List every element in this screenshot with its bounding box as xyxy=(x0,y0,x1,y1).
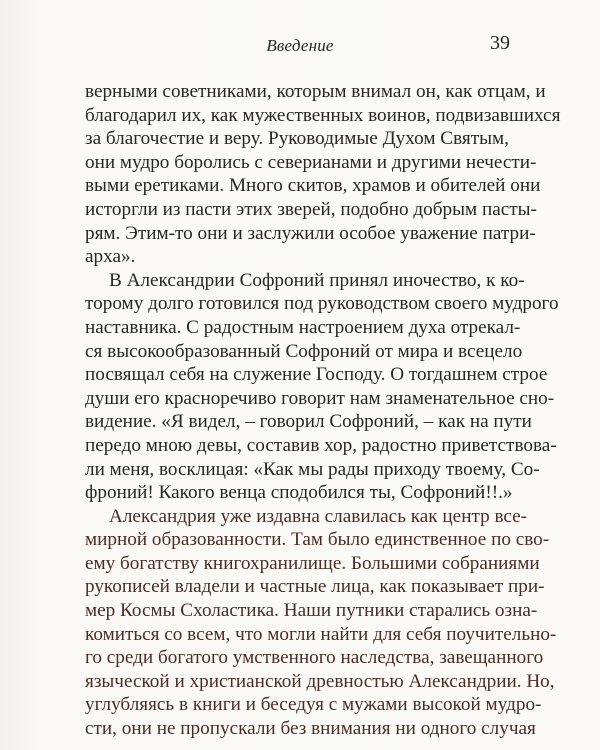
text-line: языческой и христианской древностью Александрии. Но, xyxy=(85,670,555,692)
text-line: верными советниками, которым внимал он, как отцам, и xyxy=(85,81,546,102)
running-header: Введение xyxy=(266,36,334,55)
text-line: за благочестие и веру. Руководимые Духом Святым, xyxy=(85,128,509,150)
body-text xyxy=(85,80,561,741)
text-line: наставника. С радостным настроением духа отрекал- xyxy=(85,316,521,338)
text-line: фроний! Какого венца сподобился ты, Софроний!!.» xyxy=(85,482,513,504)
paragraph-1 xyxy=(85,80,561,269)
text-line: исторгли из пасти этих зверей, подобно добрым пасты- xyxy=(85,198,537,220)
text-line: рям. Этим-то они и заслужили особое уважение патри- xyxy=(85,222,536,244)
paragraph-3 xyxy=(85,505,557,741)
text-line: они мудро боролись с северианами и другими нечести- xyxy=(85,151,537,173)
text-line: души его красноречиво говорит нам знаменательное сно- xyxy=(85,387,555,409)
text-line: торому долго готовился под руководством своего мудрого xyxy=(85,293,559,315)
text-line: арха». xyxy=(85,246,136,268)
text-line: ему богатству книгохранилище. Большими собраниями xyxy=(85,552,540,574)
text-line: передо мною девы, составив хор, радостно приветствова- xyxy=(85,434,557,456)
text-line: углубляясь в книги и беседуя с мужами высокой мудро- xyxy=(85,694,542,716)
text-line: В Александрии Софроний принял иночество, к ко- xyxy=(109,269,525,291)
paragraph-2 xyxy=(85,269,559,505)
text-line: комиться со всем, что могли найти для себя поучительно- xyxy=(85,623,557,645)
text-line: го среди богатого умственного наследства, завещанного xyxy=(85,647,544,669)
text-line: выми еретиками. Много скитов, храмов и обителей они xyxy=(85,175,541,197)
text-line: сти, они не пропускали без внимания ни одного случая xyxy=(85,718,536,740)
text-line: Александрия уже издавна славилась как центр все- xyxy=(109,505,528,527)
page-number: 39 xyxy=(490,32,510,54)
text-line: видение. «Я видел, – говорил Софроний, – как на пути xyxy=(85,411,532,433)
text-line: ся высокообразованный Софроний от мира и всецело xyxy=(85,340,523,362)
text-line: мер Космы Схоластика. Наши путники старались озна- xyxy=(85,600,538,622)
text-line: посвящал себя на служение Господу. О тогдашнем строе xyxy=(85,364,548,386)
text-line: благодарил их, как мужественных воинов, подвизавшихся xyxy=(85,104,561,126)
text-line: ли меня, восклицая: «Как мы рады приходу твоему, Со- xyxy=(85,458,540,480)
text-line: мирной образованности. Там было единственное по сво- xyxy=(85,529,550,551)
text-line: рукописей владели и частные лица, как показывает при- xyxy=(85,576,545,598)
